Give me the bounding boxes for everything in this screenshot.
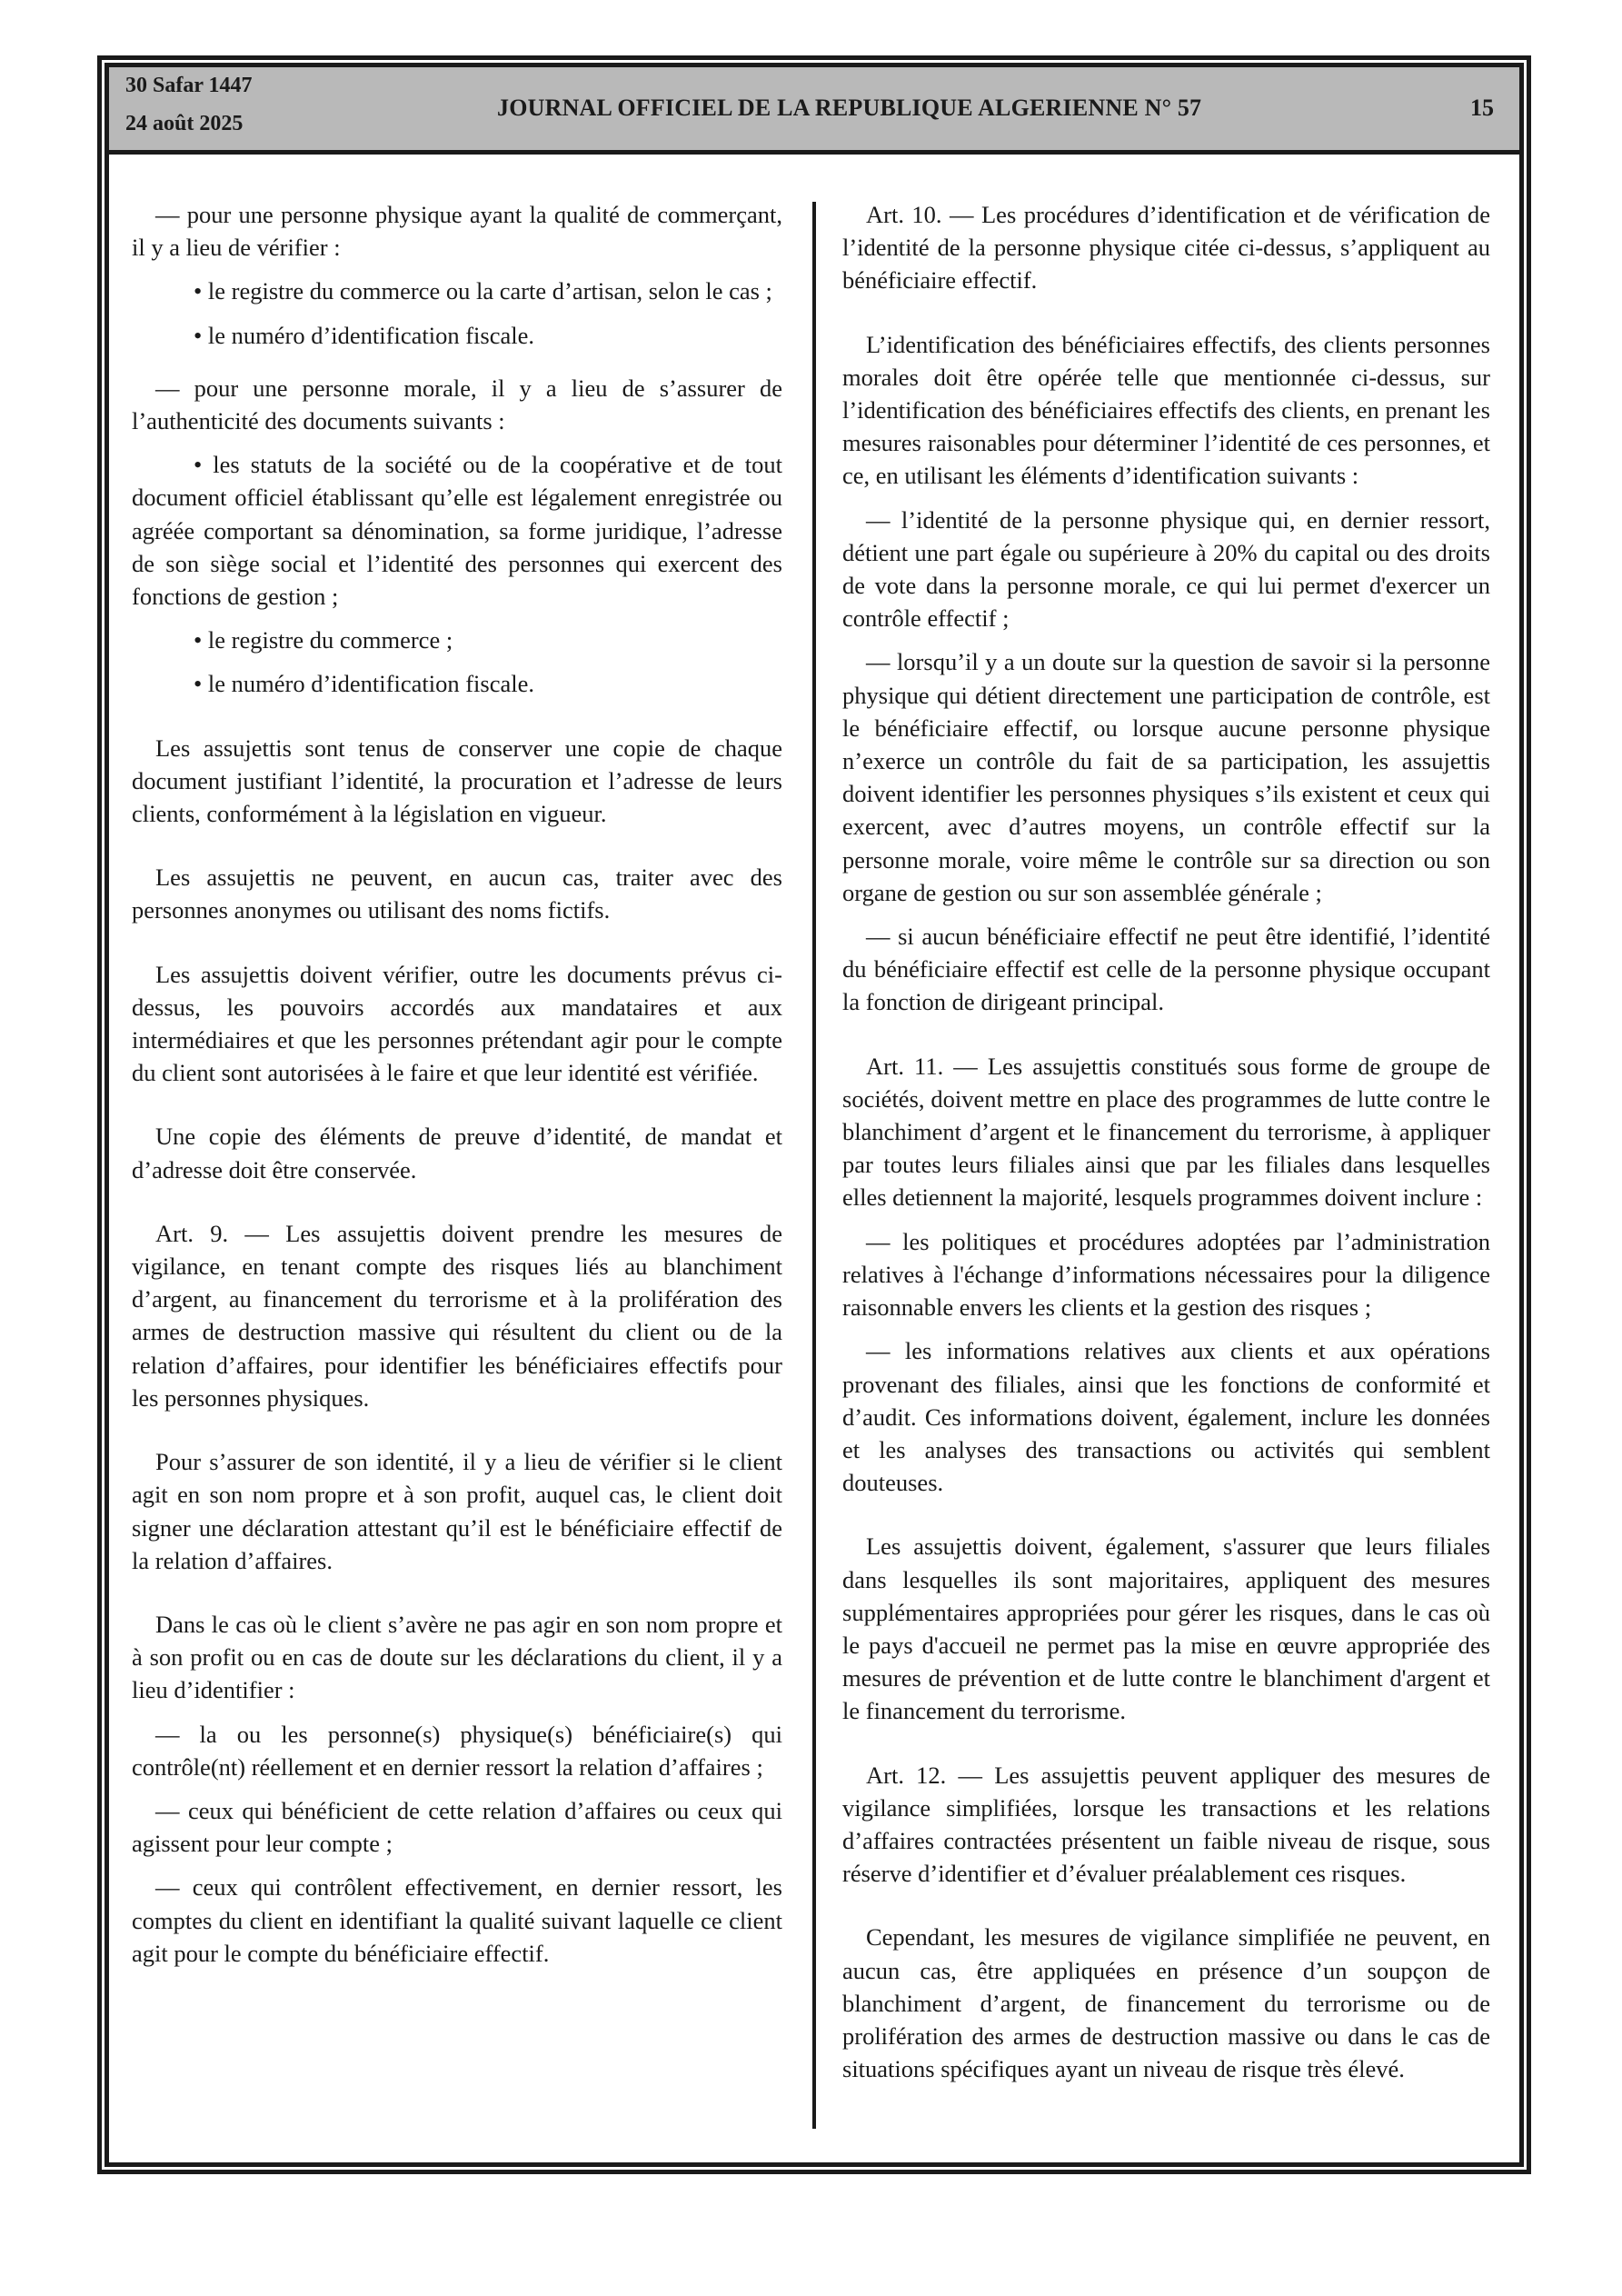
column-divider <box>812 202 816 2129</box>
journal-title: JOURNAL OFFICIEL DE LA REPUBLIQUE ALGERIENNE N° 57 <box>497 95 1202 121</box>
article-11: Art. 11. — Les assujettis constitués sous forme de groupe de sociétés, doivent mettre en place des programmes de lutte contre le blanchiment d’argent et le financement du terrorisme, à appliquer par toutes leurs filiales ainsi que par les filiales dans lesquelles elles detiennent la majorité, lesquels programmes doivent inclure : <box>842 1052 1490 1212</box>
paragraph: Cependant, les mesures de vigilance simplifiée ne peuvent, en aucun cas, être appliquées en présence d’un soupçon de blanchiment d’argent, de financement du terrorisme ou de prolifération des armes de destruction massive ou dans le cas de situations spécifiques ayant un niveau de risque très élevé. <box>842 1923 1490 2083</box>
paragraph: Les assujettis doivent vérifier, outre les documents prévus ci-dessus, les pouvoirs accordés aux mandataires et aux intermédiaires et que les personnes prétendant agir pour le compte du client sont autorisées à le faire et que leur identité est vérifiée. <box>132 960 782 1087</box>
right-column <box>842 198 1490 2085</box>
dash-item: — ceux qui contrôlent effectivement, en dernier ressort, les comptes du client en identifiant la qualité suivant laquelle ce client agit pour le compte du bénéficiaire effectif. <box>132 1873 782 1967</box>
paragraph: — pour une personne physique ayant la qualité de commerçant, il y a lieu de vérifier : <box>132 201 782 262</box>
bullet-item: • le registre du commerce ; <box>194 626 453 654</box>
hijri-date: 30 Safar 1447 <box>125 74 253 97</box>
paragraph: Une copie des éléments de preuve d’identité, de mandat et d’adresse doit être conservée. <box>132 1123 782 1183</box>
dash-item: — les informations relatives aux clients et aux opérations provenant des filiales, ainsi que les fonctions de conformité et d’audit. Ces informations doivent, également, inclure les données et les analyses des transactions ou activités qui semblent douteuses. <box>842 1337 1490 1497</box>
paragraph: — pour une personne morale, il y a lieu de s’assurer de l’authenticité des documents suivants : <box>132 374 782 435</box>
gregorian-date: 24 août 2025 <box>125 112 244 135</box>
article-10: Art. 10. — Les procédures d’identification et de vérification de l’identité de la personne physique citée ci-dessus, s’appliquent au bénéficiaire effectif. <box>842 201 1490 294</box>
bullet-item: • le registre du commerce ou la carte d’artisan, selon le cas ; <box>194 277 772 305</box>
paragraph: Pour s’assurer de son identité, il y a lieu de vérifier si le client agit en son nom propre et à son profit, auquel cas, le client doit signer une déclaration attestant qu’il est le bénéficiaire effectif de la relation d’affaires. <box>132 1448 782 1574</box>
article-12: Art. 12. — Les assujettis peuvent appliquer des mesures de vigilance simplifiées, lorsque les transactions et les relations d’affaires contractées présentent un faible niveau de risque, sous réserve d’identifier et d’évaluer préalablement ces risques. <box>842 1761 1490 1888</box>
dash-item: — les politiques et procédures adoptées par l’administration relatives à l'échange d’informations nécessaires pour la diligence raisonnable envers les clients et la gestion des risques ; <box>842 1227 1490 1322</box>
paragraph: Les assujettis ne peuvent, en aucun cas, traiter avec des personnes anonymes ou utilisant des noms fictifs. <box>132 863 782 924</box>
page-number: 15 <box>1470 95 1494 121</box>
dash-item: — ceux qui bénéficient de cette relation d’affaires ou ceux qui agissent pour leur compte ; <box>132 1796 782 1858</box>
left-column <box>132 198 782 1970</box>
dash-item: — si aucun bénéficiaire effectif ne peut être identifié, l’identité du bénéficiaire effectif est celle de la personne physique occupant la fonction de dirigeant principal. <box>842 923 1490 1016</box>
paragraph: Les assujettis sont tenus de conserver une copie de chaque document justifiant l’identité, la procuration et l’adresse de leurs clients, conformément à la législation en vigueur. <box>132 734 782 828</box>
dash-item: — lorsqu’il y a un doute sur la question de savoir si la personne physique qui détient directement une participation de contrôle, est le bénéficiaire effectif, ou lorsque aucune personne physique n’exerce un contrôle du fait de sa participation, les assujettis doivent identifier les personnes physiques s’ils existent et ceux qui exercent, avec d’autres moyens, un contrôle effectif sur la personne morale, voire même le contrôle sur sa direction ou son organe de gestion ou sur son assemblée générale ; <box>842 648 1490 906</box>
bullet-item: • le numéro d’identification fiscale. <box>194 670 534 698</box>
dash-item: — l’identité de la personne physique qui, en dernier ressort, détient une part égale ou supérieure à 20% du capital ou des droits de vote dans la personne morale, ce qui lui permet d'exercer un contrôle effectif ; <box>842 505 1490 633</box>
running-header <box>109 67 1519 155</box>
paragraph: L’identification des bénéficiaires effectifs, des clients personnes morales doit être opérée telle que mentionnée ci-dessus, sur l’identification des bénéficiaires effectifs des clients, en prenant les mesures raisonables pour déterminer l’identité de ces personnes, et ce, en utilisant les éléments d’identification suivants : <box>842 330 1490 490</box>
paragraph: Dans le cas où le client s’avère ne pas agir en son nom propre et à son profit ou en cas de doute sur les déclarations du client, il y a lieu d’identifier : <box>132 1610 782 1704</box>
article-9: Art. 9. — Les assujettis doivent prendre les mesures de vigilance, en tenant compte des risques liés au blanchiment d’argent, au financement du terrorisme et à la prolifération des armes de destruction massive qui résultent du client ou de la relation d’affaires, pour identifier les bénéficiaires effectifs pour les personnes physiques. <box>132 1219 782 1412</box>
bullet-item: • les statuts de la société ou de la coopérative et de tout document officiel établissant qu’elle est légalement enregistrée ou agréée comportant sa dénomination, sa forme juridique, l’adresse de son siège social et l’identité des personnes qui exercent des fonctions de gestion ; <box>132 451 782 611</box>
paragraph: Les assujettis doivent, également, s'assurer que leurs filiales dans lesquelles ils sont majoritaires, appliquent des mesures supplémentaires appropriées pour gérer les risques, dans le cas où le pays d'accueil ne permet pas la mise en œuvre appropriée des mesures de prévention et de lutte contre le blanchiment d'argent et le financement du terrorisme. <box>842 1532 1490 1725</box>
bullet-item: • le numéro d’identification fiscale. <box>194 321 534 349</box>
dash-item: — la ou les personne(s) physique(s) bénéficiaire(s) qui contrôle(nt) réellement et en dernier ressort la relation d’affaires ; <box>132 1720 782 1781</box>
